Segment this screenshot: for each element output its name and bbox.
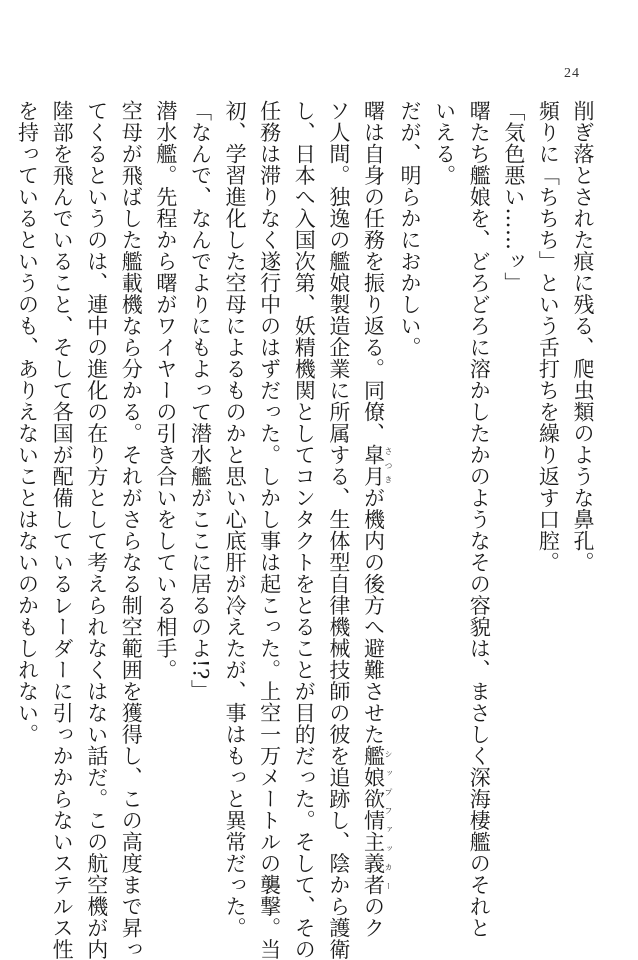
ruby-satsuki: 皐月さつき (361, 444, 393, 487)
text-line-17: を持っているというのも、ありえないことはないのかもしれない。 (15, 100, 40, 745)
text-line-3: 「気色悪い……ッ」 (501, 100, 526, 294)
text-line-11: 初、学習進化した空母によるものかと思い心底肝が冷えたが、事はもっと異常だった。 (223, 100, 248, 939)
text-line-5: いえる。 (432, 100, 457, 186)
text-line-9: し、日本へ入国次第、妖精機関としてコンタクトをとることが目的だった。そして、その (292, 100, 317, 960)
ruby-shipfucker-reading: シップファッカー (383, 745, 393, 896)
text-line-7: 曙は自身の任務を振り返る。同僚、皐月さつきが機内の後方へ避難させた艦娘欲情主義者シップファッカーのク (361, 100, 393, 939)
vertical-text-body (15, 100, 600, 960)
text-line-8: ソ人間。独逸の艦娘製造企業に所属する、生体型自律機械技師の彼を追跡し、陰から護衛 (326, 100, 351, 960)
page-number: 24 (564, 66, 580, 81)
text-line-6: だが、明らかにおかしい。 (398, 100, 423, 358)
text-line-2: 頻りに「ちちち」という舌打ちを繰り返す口腔。 (536, 100, 561, 573)
text-line-12: 「なんで、なんでよりにもよって潜水艦がここに居るのよ!?」 (188, 100, 213, 702)
ruby-satsuki-reading: さつき (383, 444, 393, 487)
text-line-4: 曙たち艦娘を、どろどろに溶かしたかのようなその容貌は、まさしく深海棲艦のそれと (467, 100, 492, 939)
text-line-16: 陸部を飛んでいること、そして各国が配備しているレーダーに引っかからないステルス性 (50, 100, 75, 960)
text-line-13: 潜水艦。先程から曙がワイヤーの引き合いをしている相手。 (153, 100, 178, 681)
ruby-shipfucker: 艦娘欲情主義者シップファッカー (361, 745, 393, 896)
text-line-1: 削ぎ落とされた痕に残る、爬虫類のような鼻孔。 (571, 100, 595, 573)
text-line-14: 空母が飛ばした艦載機なら分かる。それがさらなる制空範囲を獲得し、この高度まで昇っ (119, 100, 144, 960)
text-line-15: てくるというのは、連中の進化の在り方として考えられなくはない話だ。この航空機が内 (84, 100, 109, 960)
text-line-10: 任務は滞りなく遂行中のはずだった。しかし事は起こった。上空一万メートルの襲撃。当 (257, 100, 282, 960)
